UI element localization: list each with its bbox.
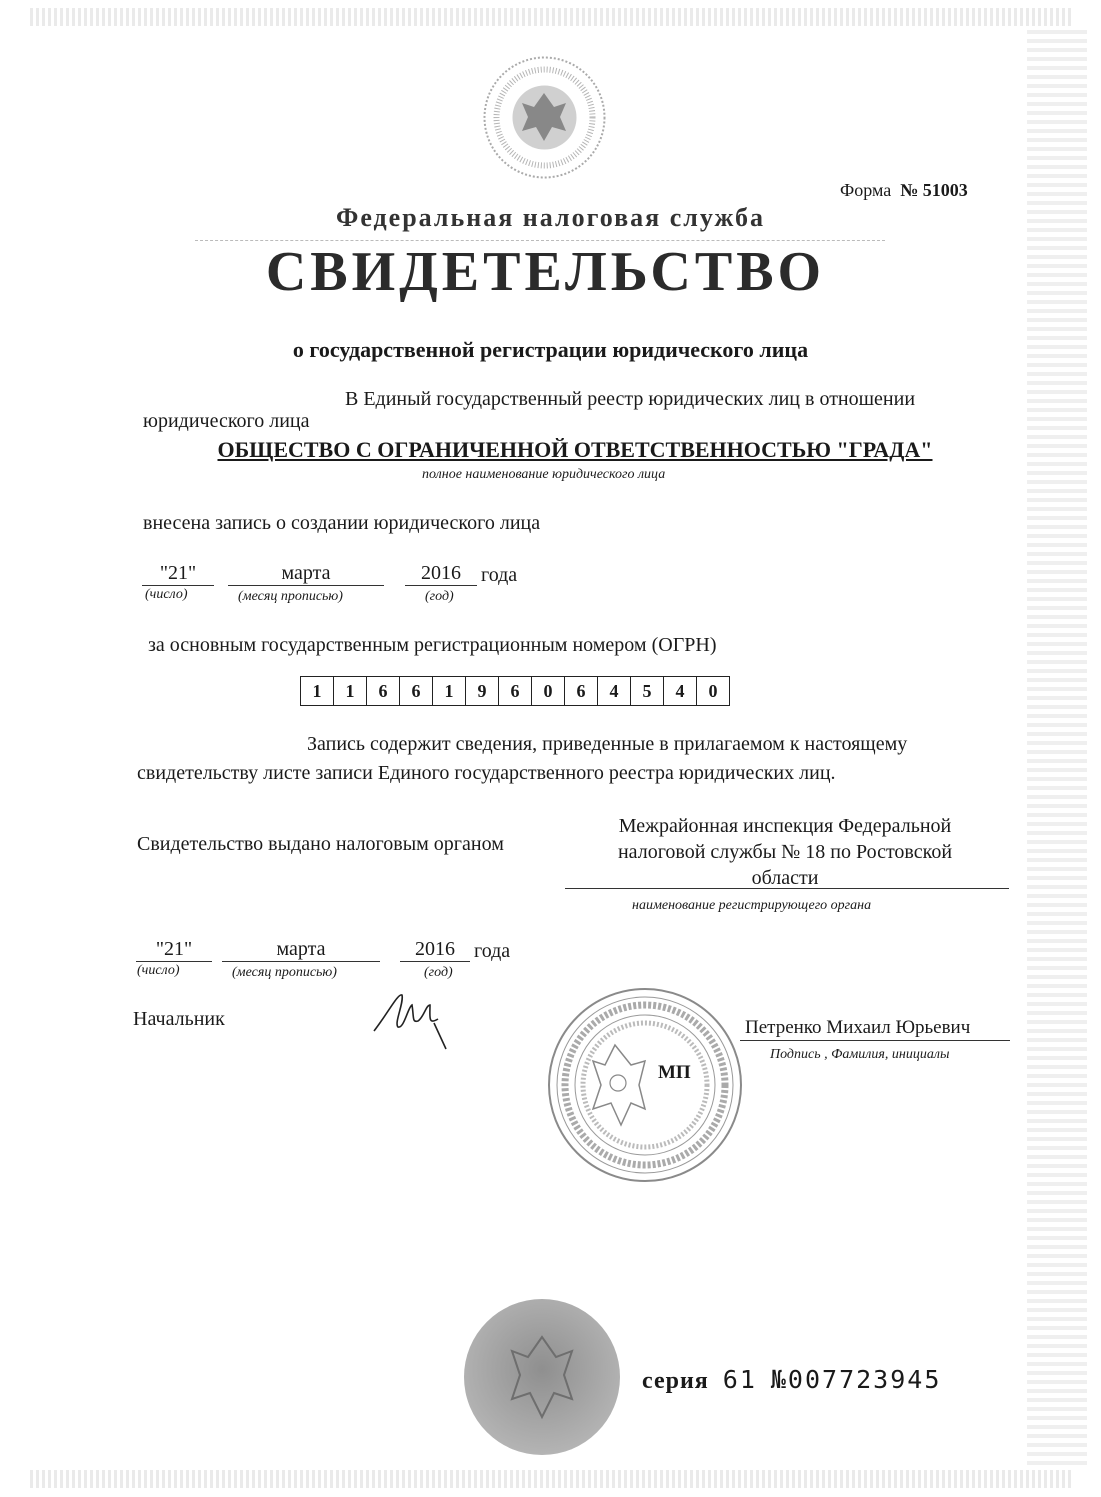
date1-month: марта	[228, 562, 384, 586]
ogrn-digit: 6	[367, 677, 400, 705]
form-label: Форма	[840, 180, 892, 200]
ogrn-digit: 9	[466, 677, 499, 705]
date2-year: 2016	[400, 938, 470, 962]
ogrn-digit: 0	[708, 681, 718, 701]
date1-year-hint: (год)	[425, 589, 454, 604]
ogrn-digit: 6	[565, 677, 598, 705]
signatory-name: Петренко Михаил Юрьевич	[745, 1017, 971, 1038]
date2-year-hint: (год)	[424, 965, 453, 980]
record-text: внесена запись о создании юридического лица	[143, 512, 541, 534]
intro-line-2: юридического лица	[143, 410, 310, 432]
ogrn-digit: 5	[631, 677, 664, 705]
ogrn-number	[300, 676, 730, 706]
authority-line-1: Межрайонная инспекция Федеральной	[618, 815, 952, 837]
stamp-icon	[545, 985, 745, 1185]
signatory-hint: Подпись , Фамилия, инициалы	[770, 1047, 950, 1062]
series-block	[642, 1365, 941, 1395]
organization-hint: полное наименование юридического лица	[422, 467, 666, 482]
date1-day-hint: (число)	[145, 587, 188, 602]
date2-day: "21"	[136, 938, 212, 962]
form-number	[840, 180, 968, 201]
signatory-underline	[740, 1040, 1010, 1041]
ogrn-digit: 1	[334, 677, 367, 705]
ogrn-digit: 6	[400, 677, 433, 705]
intro-line-1: В Единый государственный реестр юридических лиц в отношении	[345, 388, 916, 410]
signature-icon	[368, 983, 458, 1053]
note-line-2: свидетельству листе записи Единого государственного реестра юридических лиц.	[137, 762, 836, 784]
decorative-border-bottom	[30, 1470, 1071, 1488]
certificate-subtitle: о государственной регистрации юридического лица	[292, 337, 809, 362]
authority-hint: наименование регистрирующего органа	[632, 898, 872, 913]
signatory-position: Начальник	[133, 1008, 225, 1030]
emblem-icon	[482, 55, 607, 180]
issued-label: Свидетельство выдано налоговым органом	[137, 833, 504, 855]
certificate-title: СВИДЕТЕЛЬСТВО	[265, 241, 826, 303]
form-number-value: № 51003	[900, 180, 968, 200]
date1-day: "21"	[142, 562, 214, 586]
date1-year: 2016	[405, 562, 477, 586]
date1-month-hint: (месяц прописью)	[238, 589, 343, 604]
ogrn-digit: 0	[532, 677, 565, 705]
date2-day-hint: (число)	[137, 963, 180, 978]
series-label: серия	[642, 1368, 709, 1394]
series-number: №007723945	[770, 1365, 942, 1394]
ogrn-digit: 4	[598, 677, 631, 705]
authority-line-2: налоговой службы № 18 по Ростовской	[617, 841, 953, 863]
authority-name	[580, 813, 990, 891]
authority-line-3: области	[751, 867, 819, 889]
mp-label: МП	[658, 1062, 691, 1083]
ogrn-label: за основным государственным регистрационным номером (ОГРН)	[148, 634, 717, 656]
date2-month-hint: (месяц прописью)	[232, 965, 337, 980]
date2-suffix: года	[474, 940, 511, 962]
organization-name: ОБЩЕСТВО С ОГРАНИЧЕННОЙ ОТВЕТСТВЕННОСТЬЮ "ГРАДА"	[217, 437, 933, 462]
note-line-1: Запись содержит сведения, приведенные в прилагаемом к настоящему	[307, 733, 908, 755]
authority-underline	[565, 888, 1009, 889]
ogrn-digit: 6	[499, 677, 532, 705]
series-value: 61	[722, 1365, 757, 1394]
service-name: Федеральная налоговая служба	[335, 203, 765, 232]
hologram-seal-icon	[462, 1297, 622, 1457]
date1-suffix: года	[481, 564, 518, 586]
ogrn-digit: 1	[301, 677, 334, 705]
date2-month: марта	[222, 938, 380, 962]
ogrn-digit: 4	[664, 677, 697, 705]
ogrn-digit: 1	[433, 677, 466, 705]
decorative-border-top	[30, 8, 1071, 26]
